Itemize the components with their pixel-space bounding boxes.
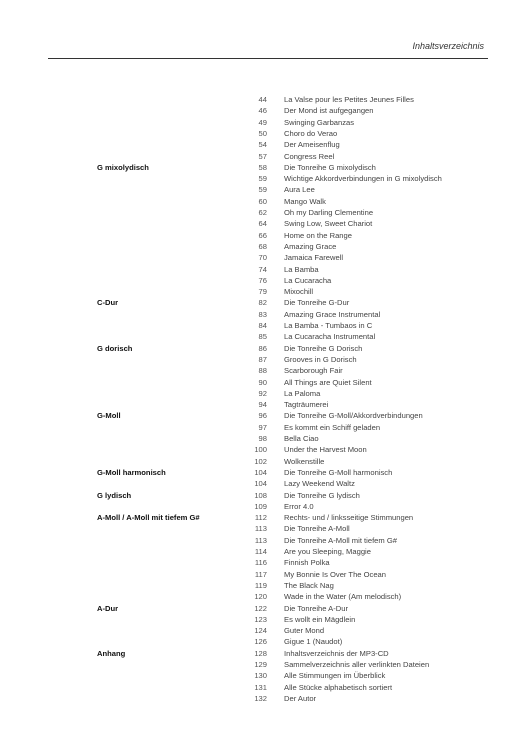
toc-entry-title: Jamaica Farewell: [284, 253, 344, 263]
toc-entry-title: Grooves in G Dorisch: [284, 354, 357, 364]
page-header: [48, 38, 488, 59]
toc-entry-title: La Cucaracha: [284, 275, 332, 285]
toc-entry-title: Es wollt ein Mägdlein: [284, 614, 356, 624]
toc-page-number: 104: [254, 479, 267, 489]
section-heading: G dorisch: [97, 343, 133, 353]
toc-entry-title: Error 4.0: [284, 501, 314, 511]
section-heading: G-Moll harmonisch: [97, 467, 166, 477]
section-heading: A-Moll / A-Moll mit tiefem G#: [97, 513, 200, 523]
toc-entry-title: Sammelverzeichnis aller verlinkten Dateien: [284, 660, 430, 669]
toc-page-number: 58: [258, 162, 267, 172]
toc-entry-title: Wichtige Akkordverbindungen in G mixolydisch: [284, 174, 442, 184]
toc-page-number: 124: [254, 626, 267, 636]
toc-entry-title: Rechts- und / linksseitige Stimmungen: [284, 513, 414, 523]
toc-page-number: 86: [258, 343, 267, 353]
toc-entry-title: Die Tonreihe G lydisch: [284, 490, 360, 500]
toc-page-number: 90: [258, 377, 267, 387]
toc-entry-title: Bella Ciao: [284, 434, 319, 443]
toc-entry-title: Es kommt ein Schiff geladen: [284, 422, 381, 432]
toc-page-number: 96: [258, 411, 267, 421]
toc-page-number: 64: [258, 219, 267, 229]
toc-page-number: 59: [258, 174, 267, 184]
toc-entry-title: Gigue 1 (Naudot): [284, 637, 343, 647]
toc-page-number: 76: [258, 275, 267, 285]
toc-page-number: 131: [254, 682, 267, 692]
toc-entry-title: Die Tonreihe A-Dur: [284, 603, 349, 613]
toc-entry-title: Finnish Polka: [284, 558, 330, 568]
toc-entry-title: Wolkenstille: [284, 456, 325, 466]
toc-entry-title: Under the Harvest Moon: [284, 445, 367, 455]
toc-page-number: 122: [254, 603, 267, 613]
toc-entry-title: Wade in the Water (Am melodisch): [284, 592, 402, 602]
toc-entry-title: Die Tonreihe G-Moll/Akkordverbindungen: [284, 411, 423, 421]
toc-page-number: 117: [254, 569, 267, 579]
toc-entry-title: La Cucaracha Instrumental: [284, 332, 376, 342]
toc-page-number: 102: [254, 456, 267, 466]
toc-page-number: 108: [254, 490, 267, 500]
toc-page-number: 126: [254, 637, 267, 647]
toc-page-number: 129: [254, 660, 267, 669]
section-heading: G lydisch: [97, 490, 132, 500]
toc-entry-title: La Paloma: [284, 388, 321, 398]
toc-page-number: 120: [254, 592, 267, 602]
toc-page-number: 98: [258, 434, 267, 443]
toc-page-number: 97: [258, 422, 267, 432]
toc-page-number: 46: [258, 106, 267, 116]
toc-page-number: 54: [258, 140, 267, 150]
toc-page-number: 62: [258, 208, 267, 217]
toc-page-number: 66: [258, 230, 267, 240]
toc-entry-title: Der Mond ist aufgegangen: [284, 106, 374, 116]
toc-page-number: 100: [254, 445, 267, 455]
toc-page-number: 79: [258, 287, 267, 297]
toc-page-number: 123: [254, 614, 267, 624]
toc-entry-title: Der Autor: [284, 693, 317, 703]
toc-page-number: 113: [254, 524, 267, 534]
toc-entry-title: Amazing Grace: [284, 241, 337, 251]
toc-entry-title: Amazing Grace Instrumental: [284, 309, 381, 319]
toc-page-number: 74: [258, 264, 267, 274]
toc-page-number: 87: [258, 354, 267, 364]
toc-page-number: 83: [258, 309, 267, 319]
toc-entry-title: Die Tonreihe G mixolydisch: [284, 162, 376, 172]
toc-entry-title: Mixochill: [284, 287, 314, 297]
toc-page-number: 88: [258, 366, 267, 376]
toc-entry-title: Congress Reel: [284, 151, 335, 161]
toc-entry-title: Die Tonreihe G-Dur: [284, 298, 350, 308]
toc-page-number: 119: [254, 580, 267, 590]
toc-entry-title: The Black Nag: [284, 580, 334, 590]
toc-entry-title: Choro do Verao: [284, 128, 338, 138]
toc-page-number: 130: [254, 671, 267, 681]
toc-page-number: 49: [258, 117, 267, 127]
toc-entry-title: Are you Sleeping, Maggie: [284, 547, 371, 556]
toc-entry-title: Scarborough Fair: [284, 366, 343, 376]
toc-entry-title: Der Ameisenflug: [284, 140, 340, 150]
toc-page-number: 60: [258, 196, 267, 206]
toc-page-number: 85: [258, 332, 267, 342]
toc-entry-title: Aura Lee: [284, 185, 315, 195]
toc-entry-title: Die Tonreihe G Dorisch: [284, 343, 363, 353]
toc-page-number: 44: [258, 95, 267, 104]
toc-entry-title: Home on the Range: [284, 230, 352, 240]
toc-entry-title: Swinging Garbanzas: [284, 117, 355, 127]
toc-page-number: 84: [258, 321, 267, 330]
toc-page-number: 50: [258, 128, 267, 138]
toc-entry-title: Alle Stimmungen im Überblick: [284, 671, 386, 681]
toc-page-number: 112: [254, 513, 267, 523]
toc-entry-title: Alle Stücke alphabetisch sortiert: [284, 682, 393, 692]
toc-page-number: 104: [254, 467, 267, 477]
toc-page-number: 128: [254, 648, 267, 658]
toc-entry-title: All Things are Quiet Silent: [284, 377, 372, 387]
section-heading: G mixolydisch: [97, 162, 149, 172]
toc-page-number: 92: [258, 388, 267, 398]
toc-entry-title: Mango Walk: [284, 196, 326, 206]
toc-entry-title: La Bamba: [284, 264, 319, 274]
toc-page-number: 109: [254, 501, 267, 511]
section-heading: Anhang: [97, 648, 126, 658]
toc-entry-title: Lazy Weekend Waltz: [284, 479, 355, 489]
toc-entry-title: Die Tonreihe A-Moll: [284, 524, 350, 534]
toc-entry-title: My Bonnie Is Over The Ocean: [284, 569, 387, 579]
toc-entry-title: Die Tonreihe A-Moll mit tiefem G#: [284, 535, 397, 545]
toc-page-number: 114: [254, 547, 267, 556]
toc-page-number: 113: [254, 535, 267, 545]
section-heading: C-Dur: [97, 298, 119, 308]
toc-entry-title: Swing Low, Sweet Chariot: [284, 219, 373, 229]
toc-page-number: 116: [254, 558, 267, 568]
toc-entry-title: La Bamba - Tumbaos in C: [284, 321, 373, 330]
toc-page-number: 68: [258, 241, 267, 251]
toc-page-number: 82: [258, 298, 267, 308]
toc-page-number: 59: [258, 185, 267, 195]
toc-entry-title: Die Tonreihe G-Moll harmonisch: [284, 467, 393, 477]
toc-page-number: 57: [258, 151, 267, 161]
toc-entry-title: Inhaltsverzeichnis der MP3-CD: [284, 648, 389, 658]
toc-entry-title: Oh my Darling Clementine: [284, 208, 374, 217]
toc-page-number: 132: [254, 693, 267, 703]
section-heading: G-Moll: [97, 411, 121, 421]
toc-entry-title: Guter Mond: [284, 626, 325, 636]
toc-entry-title: Tagträumerei: [284, 400, 329, 410]
page-header-title: Inhaltsverzeichnis: [412, 41, 484, 51]
section-heading: A-Dur: [97, 603, 119, 613]
toc-entry-title: La Valse pour les Petites Jeunes Filles: [284, 95, 414, 104]
toc-page-number: 94: [258, 400, 267, 410]
toc-page-number: 70: [258, 253, 267, 263]
